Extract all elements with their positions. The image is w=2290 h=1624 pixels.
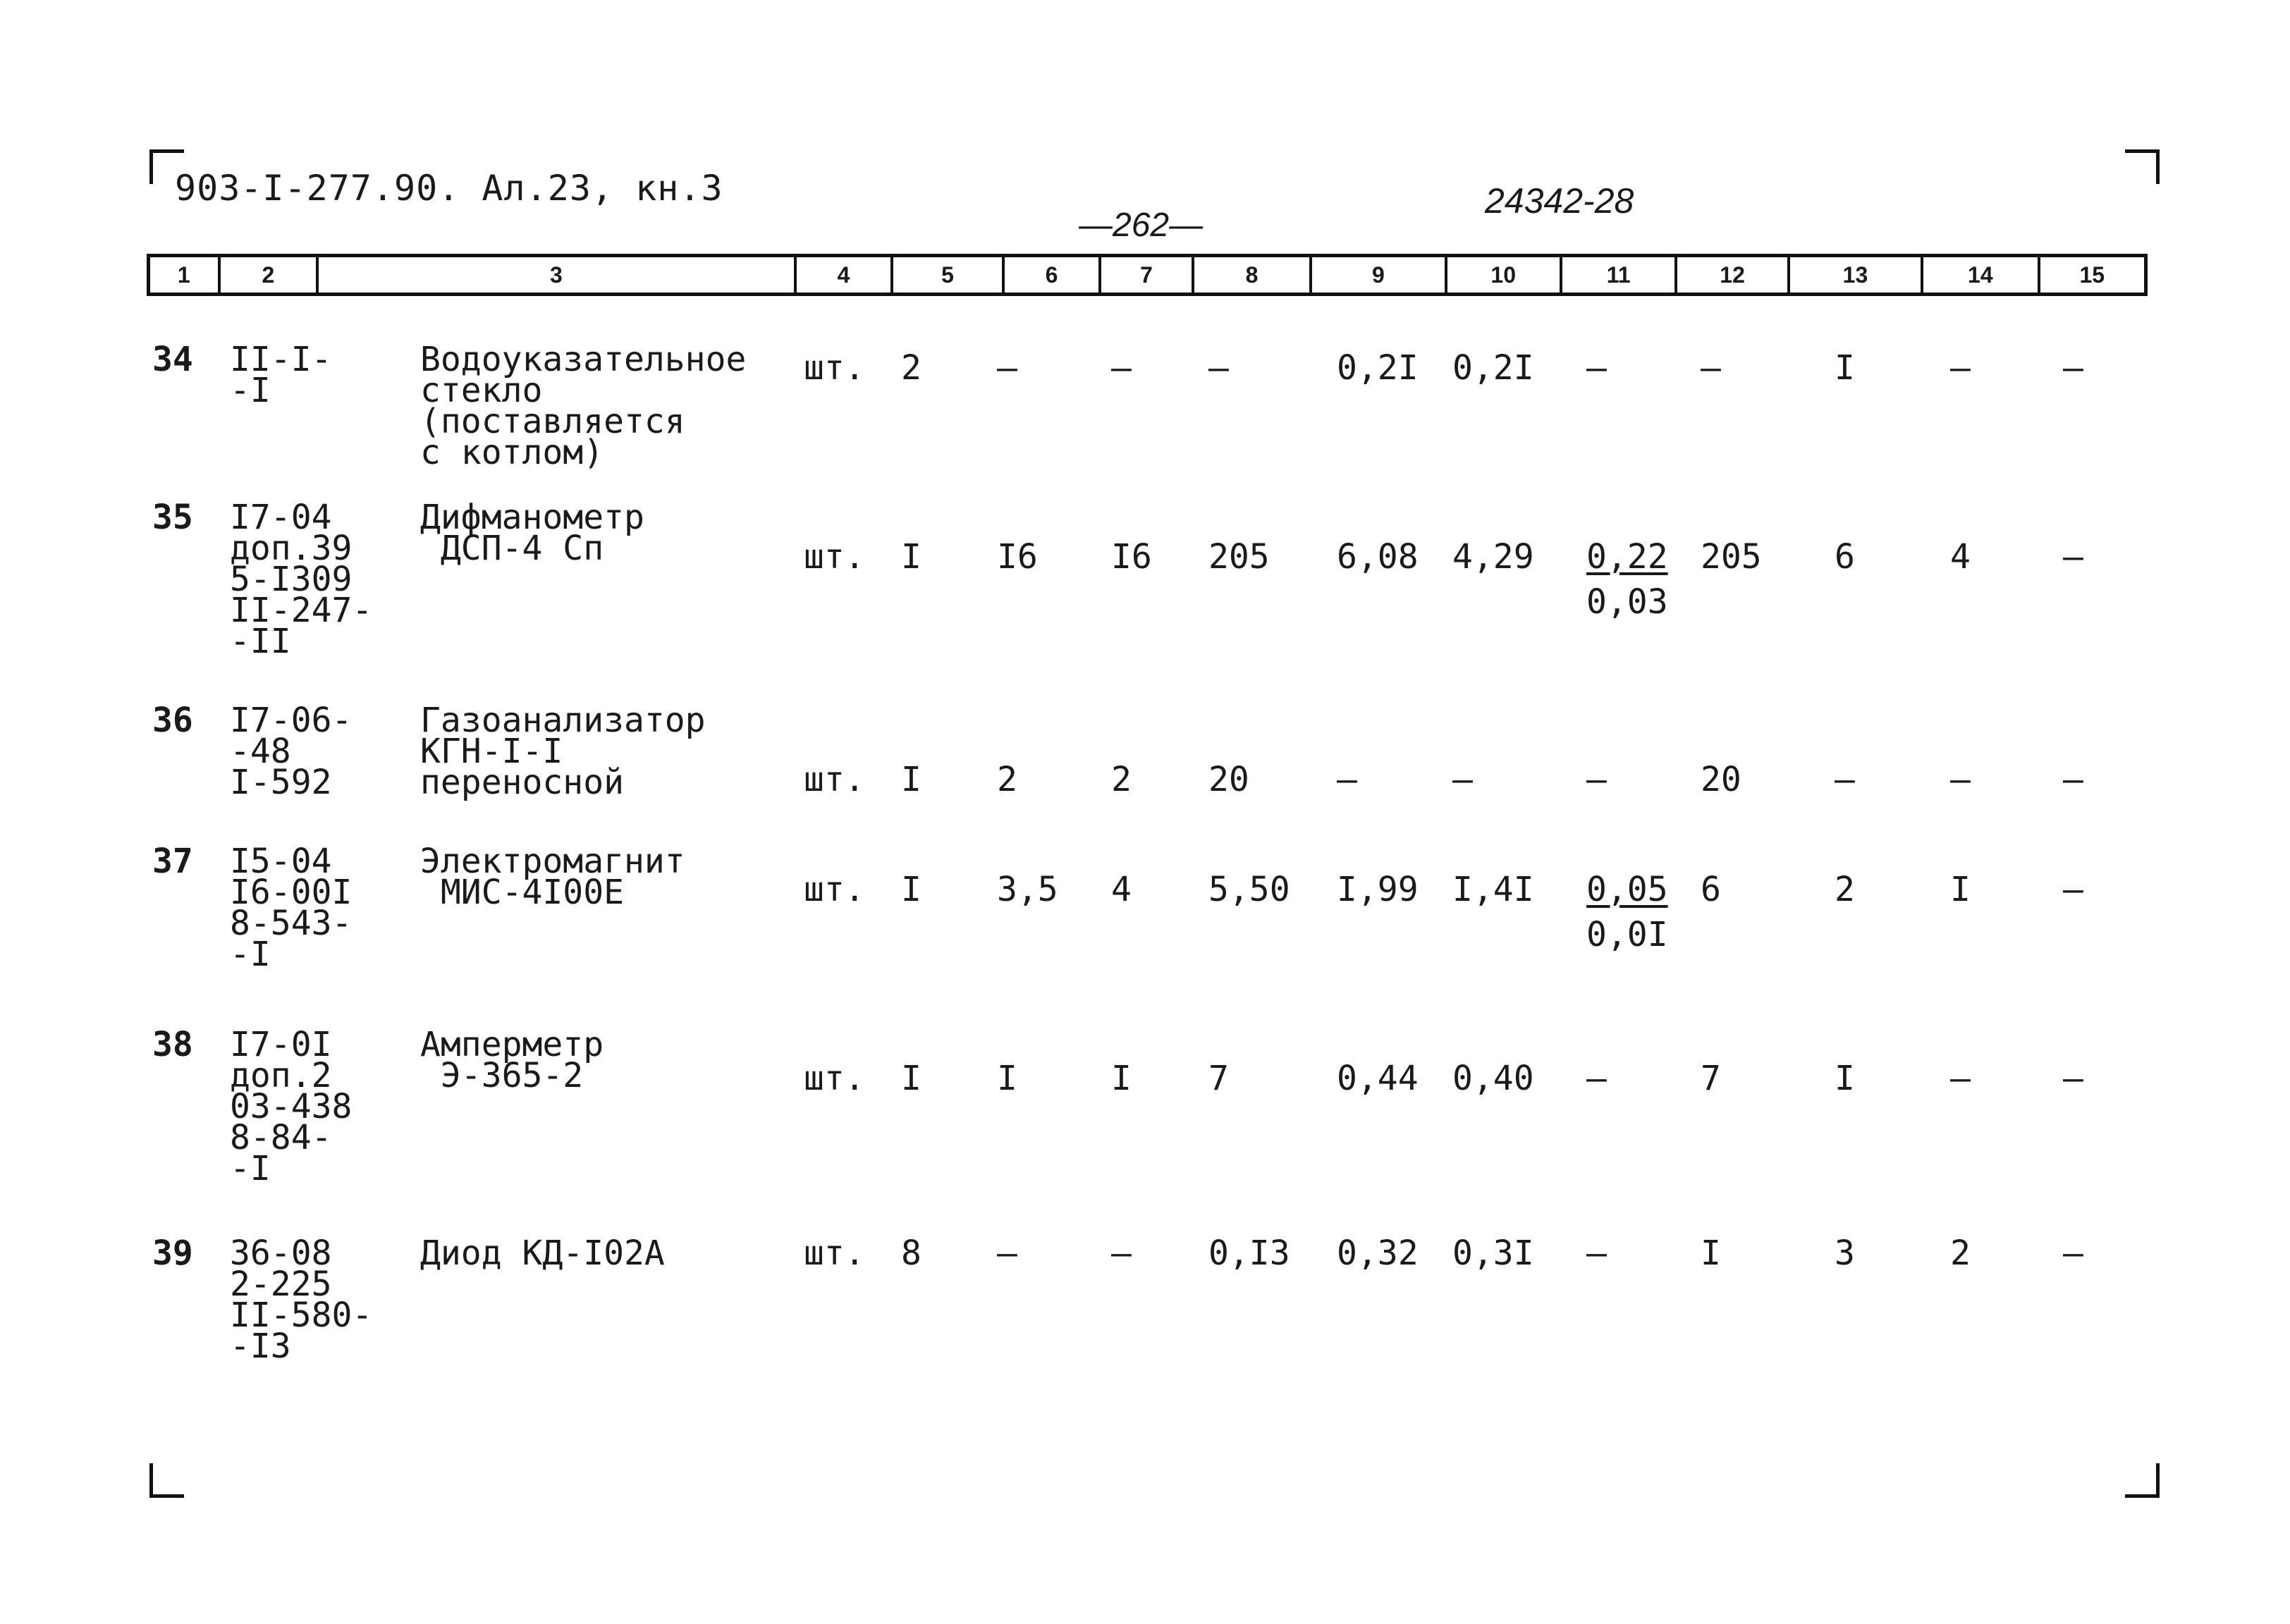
cell-c7: 2	[1111, 760, 1132, 799]
column-header-9: 9	[1312, 257, 1447, 293]
cell-c9: 0,2I	[1337, 348, 1419, 388]
column-header-15: 15	[2079, 262, 2105, 288]
column-header-12: 12	[1677, 257, 1789, 293]
cell-c11-bottom: 0,0I	[1586, 915, 1668, 954]
cell-num: 34	[152, 340, 193, 379]
inventory-number: 24342-28	[1485, 181, 1634, 221]
column-header-7: 7	[1101, 257, 1194, 293]
cell-c15: –	[2063, 760, 2083, 799]
cell-code: II-I- -I	[230, 340, 332, 410]
column-header-4: 4	[797, 257, 894, 293]
column-header-6: 6	[1005, 257, 1102, 293]
cell-c15: –	[2063, 348, 2083, 388]
cell-c6: –	[997, 348, 1017, 388]
cell-c13: I	[1835, 348, 1855, 388]
cell-num: 37	[152, 842, 193, 881]
cell-code: I5-04 I6-00I 8-543- -I	[230, 842, 353, 974]
column-header-13: 13	[1790, 257, 1923, 293]
cell-name: Диод КД-I02А	[420, 1234, 665, 1273]
cell-c11-top: 0,05	[1586, 870, 1668, 909]
cell-c15: –	[2063, 870, 2083, 909]
cell-c8: 5,50	[1208, 870, 1290, 909]
cell-name: Газоанализатор КГН-I-I переносной	[420, 701, 706, 802]
cell-num: 38	[152, 1025, 193, 1064]
cell-c12: –	[1701, 348, 1721, 388]
column-header-2: 2	[221, 257, 319, 293]
cell-c13: –	[1835, 760, 1855, 799]
cell-c6: I6	[997, 537, 1038, 577]
cell-c9: I,99	[1337, 870, 1419, 909]
cell-c9: 0,44	[1337, 1059, 1419, 1098]
cell-unit: шт.	[804, 537, 865, 577]
column-header-8: 8	[1194, 257, 1312, 293]
cell-c12: I	[1701, 1234, 1721, 1273]
cell-unit: шт.	[804, 760, 865, 799]
cell-c13: I	[1835, 1059, 1855, 1098]
document-code: 903-I-277.90. Ал.23, кн.3	[175, 168, 723, 209]
cell-c6: 3,5	[997, 870, 1058, 909]
cell-name: Дифманометр ДСП-4 Сп	[420, 498, 644, 568]
cell-c8: –	[1208, 348, 1229, 388]
page-number: —262—	[1079, 207, 1204, 244]
column-header-14: 14	[1923, 257, 2040, 293]
cell-c7: –	[1111, 348, 1132, 388]
column-header-10: 10	[1447, 257, 1562, 293]
cell-c8: 20	[1208, 760, 1249, 799]
cell-c12: 205	[1701, 537, 1762, 577]
cell-c14: I	[1950, 870, 1971, 909]
cell-c13: 2	[1835, 870, 1855, 909]
cell-c7: –	[1111, 1234, 1132, 1273]
cell-c7: 4	[1111, 870, 1132, 909]
cell-name: Водоуказательное стекло (поставляется с котлом)	[420, 340, 747, 472]
cell-c8: 0,I3	[1208, 1234, 1290, 1273]
cell-c10: –	[1452, 760, 1473, 799]
cell-c8: 7	[1208, 1059, 1229, 1098]
cell-c11-top: –	[1586, 1059, 1607, 1098]
cell-unit: шт.	[804, 1234, 865, 1273]
cell-c14: 4	[1950, 537, 1971, 577]
cell-c11-top: –	[1586, 760, 1607, 799]
cell-c9: 0,32	[1337, 1234, 1419, 1273]
column-header-11: 11	[1562, 257, 1677, 293]
cell-c12: 7	[1701, 1059, 1721, 1098]
column-header-3: 3	[319, 257, 797, 293]
cell-code: I7-0I доп.2 03-438 8-84- -I	[230, 1025, 353, 1188]
cell-c11-top: –	[1586, 348, 1607, 388]
cell-c11-top: –	[1586, 1234, 1607, 1273]
cell-unit: шт.	[804, 348, 865, 388]
cell-c14: 2	[1950, 1234, 1971, 1273]
cell-c12: 20	[1701, 760, 1741, 799]
cell-c6: 2	[997, 760, 1017, 799]
column-header-1: 1	[150, 257, 221, 293]
cell-c10: 0,3I	[1452, 1234, 1534, 1273]
cell-c8: 205	[1208, 537, 1270, 577]
cell-num: 35	[152, 498, 193, 537]
cell-c13: 3	[1835, 1234, 1855, 1273]
cell-c5: 8	[901, 1234, 921, 1273]
cell-c14: –	[1950, 348, 1971, 388]
cell-unit: шт.	[804, 1059, 865, 1098]
cell-code: 36-08 2-225 II-580- -I3	[230, 1234, 373, 1366]
cell-c6: –	[997, 1234, 1017, 1273]
cell-code: I7-06- -48 I-592	[230, 701, 353, 802]
cell-c7: I6	[1111, 537, 1152, 577]
cell-c11-bottom: 0,03	[1586, 582, 1668, 622]
cell-c9: 6,08	[1337, 537, 1419, 577]
cell-c15: –	[2063, 537, 2083, 577]
cell-c5: I	[901, 760, 921, 799]
cell-c10: 4,29	[1452, 537, 1534, 577]
cell-c5: I	[901, 870, 921, 909]
cell-c5: 2	[901, 348, 921, 388]
cell-c10: 0,40	[1452, 1059, 1534, 1098]
cell-c6: I	[997, 1059, 1017, 1098]
cell-c15: –	[2063, 1234, 2083, 1273]
cell-c13: 6	[1835, 537, 1855, 577]
cell-name: Электромагнит МИС-4I00Е	[420, 842, 685, 912]
column-header-5: 5	[893, 257, 1004, 293]
cell-num: 36	[152, 701, 193, 740]
cell-name: Амперметр Э-365-2	[420, 1025, 604, 1095]
cell-c10: 0,2I	[1452, 348, 1534, 388]
cell-c14: –	[1950, 760, 1971, 799]
cell-code: I7-04 доп.39 5-I309 II-247- -II	[230, 498, 373, 661]
cell-unit: шт.	[804, 870, 865, 909]
cell-c11-top: 0,22	[1586, 537, 1668, 577]
cell-c14: –	[1950, 1059, 1971, 1098]
cell-c7: I	[1111, 1059, 1132, 1098]
cell-c12: 6	[1701, 870, 1721, 909]
cell-c15: –	[2063, 1059, 2083, 1098]
cell-c10: I,4I	[1452, 870, 1534, 909]
cell-num: 39	[152, 1234, 193, 1273]
cell-c5: I	[901, 1059, 921, 1098]
cell-c9: –	[1337, 760, 1357, 799]
cell-c5: I	[901, 537, 921, 577]
